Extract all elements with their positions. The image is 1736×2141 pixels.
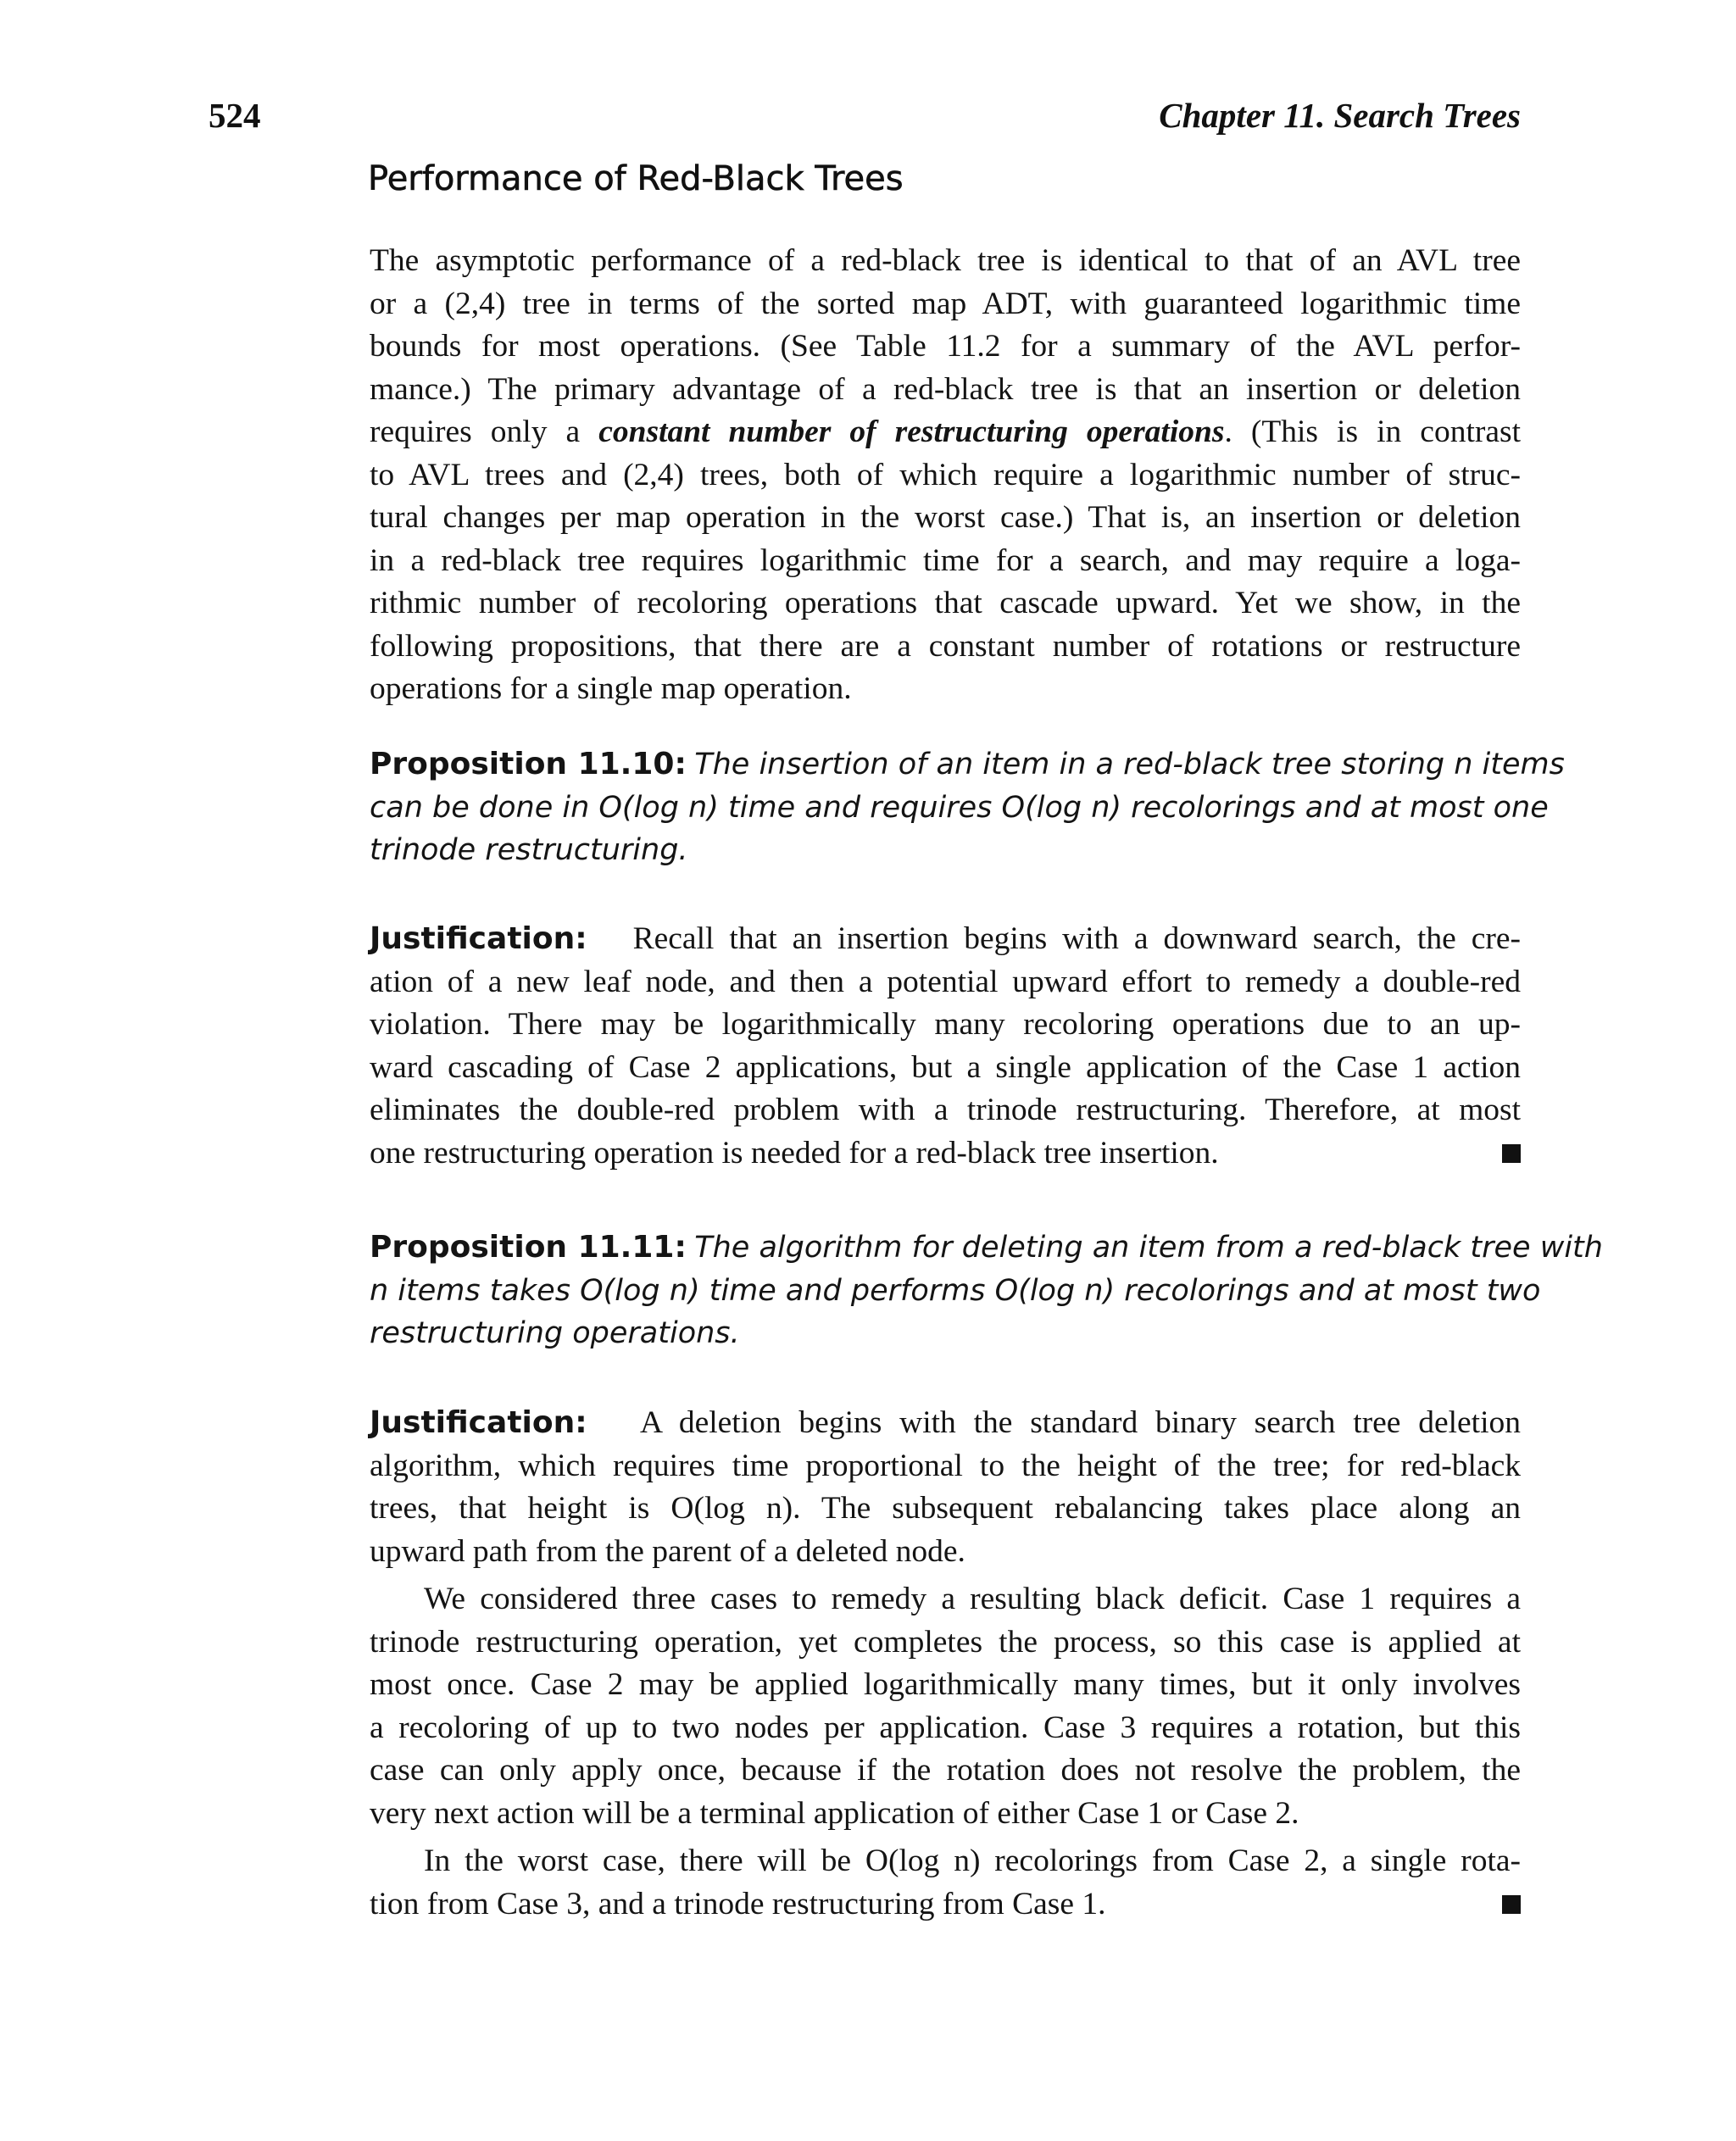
justification-2 [370,1402,1521,1573]
page-number: 524 [209,96,261,135]
justification-2-paragraph-2 [370,1578,1521,1835]
text-line: to AVL trees and (2,4) trees, both of which require a logarithmic number of struc- [370,457,1521,492]
text-line [370,743,1565,787]
text-line [370,1402,1521,1445]
chapter-title: Chapter 11. Search Trees [1159,96,1521,135]
proposition-text: trinode restructuring. [370,833,688,867]
proposition-label: Proposition 11.10: [370,747,687,781]
justification-label: Justification: [370,1405,587,1440]
text-run: A deletion begins with the standard binary search tree deletion [640,1405,1522,1440]
text-run: Recall that an insertion begins with a downward search, the cre- [632,921,1521,956]
text-line: most once. Case 2 may be applied logarithmically many times, but it only involves [370,1667,1521,1702]
justification-label: Justification: [370,921,587,956]
text-line: in a red-black tree requires logarithmic time for a search, and may require a loga- [370,542,1521,578]
text-line: violation. There may be logarithmically many recoloring operations due to an up- [370,1007,1521,1042]
text-line: case can only apply once, because if the rotation does not resolve the problem, the [370,1753,1521,1788]
text-run: requires only a [370,414,599,449]
text-line: eliminates the double-red problem with a trinode restructuring. Therefore, at most [370,1093,1521,1127]
text-line: operations for a single map operation. [370,671,852,706]
text-line: bounds for most operations. (See Table 11.2 for a summary of the AVL perfor- [370,329,1521,364]
text-line [370,1132,1521,1176]
text-line [370,1883,1521,1927]
text-line: ation of a new leaf node, and then a potential upward effort to remedy a double-red [370,964,1521,999]
justification-2-paragraph-3 [370,1840,1521,1926]
text-line: upward path from the parent of a deleted node. [370,1533,965,1569]
text-line: algorithm, which requires time proportional to the height of the tree; for red-black [370,1448,1521,1483]
text-line: or a (2,4) tree in terms of the sorted map ADT, with guaranteed logarithmic time [370,286,1521,321]
proposition-text: The algorithm for deleting an item from a red-black tree with [694,1231,1603,1265]
text-line: tural changes per map operation in the worst case.) That is, an insertion or deletion [370,500,1521,535]
text-run: . (This is in contrast [1224,414,1522,449]
text-line: trinode restructuring operation, yet completes the process, so this case is applied at [370,1624,1521,1660]
justification-1 [370,918,1521,1175]
text-line [370,918,1521,961]
text-line [370,411,1521,454]
text-run: one restructuring operation is needed for a red-black tree insertion. [370,1135,1219,1171]
qed-square-icon [1502,1144,1521,1163]
intro-paragraph [370,240,1521,711]
text-line: very next action will be a terminal application of either Case 1 or Case 2. [370,1795,1299,1831]
text-line: following propositions, that there are a constant number of rotations or restructure [370,628,1521,664]
text-line: The asymptotic performance of a red-black tree is identical to that of an AVL tree [370,243,1521,278]
text-line: a recoloring of up to two nodes per application. Case 3 requires a rotation, but this [370,1710,1521,1745]
proposition-text: The insertion of an item in a red-black tree storing n items [694,748,1565,781]
qed-square-icon [1502,1895,1521,1914]
proposition-11-10 [370,743,1565,872]
text-line: mance.) The primary advantage of a red-black tree is that an insertion or deletion [370,371,1521,407]
text-run: tion from Case 3, and a trinode restructuring from Case 1. [370,1886,1106,1921]
running-header [209,95,1521,146]
proposition-label: Proposition 11.11: [370,1230,687,1265]
proposition-text: n items takes O(log n) time and performs O(log n) recolorings and at most two [370,1273,1541,1308]
proposition-text: can be done in O(log n) time and requires O(log n) recolorings and at most one [370,790,1549,825]
text-line: rithmic number of recoloring operations that cascade upward. Yet we show, in the [370,586,1521,620]
emphasis-text: constant number of restructuring operations [598,414,1225,449]
text-line: trees, that height is O(log n). The subsequent rebalancing takes place along an [370,1491,1521,1526]
proposition-11-11 [370,1226,1603,1355]
proposition-text: restructuring operations. [370,1316,740,1350]
text-line: We considered three cases to remedy a resulting black deficit. Case 1 requires a [424,1582,1521,1616]
section-title: Performance of Red-Black Trees [368,159,904,198]
text-line [370,1226,1603,1270]
text-line: ward cascading of Case 2 applications, but a single application of the Case 1 action [370,1049,1521,1085]
text-line: In the worst case, there will be O(log n) recolorings from Case 2, a single rota- [424,1843,1521,1878]
